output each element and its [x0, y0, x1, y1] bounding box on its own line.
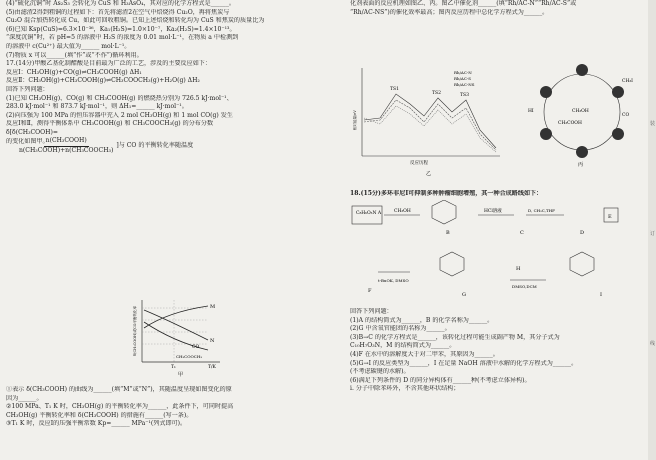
right-bottom-block [350, 308, 650, 394]
text-line: “Rh/AC-NS”)的催化效率最高；图丙反应历程中总化学方程式为______。 [350, 8, 549, 16]
y-axis-label: δ(CH₃COOH)或CO平衡转化率 [133, 306, 137, 356]
text-line: (1)已知 CH₃OH(g)、CO(g) 和 CH₃COOH(g) 的燃烧热分别为 726.5 kJ·mol⁻¹、 [6, 94, 233, 102]
compound-c: C [520, 230, 524, 236]
text-line: (2)G 中含氧官能团的名称为______。 [350, 325, 451, 333]
right-top-block [350, 0, 650, 17]
right-column [350, 0, 650, 393]
text-line: 的溶液中 c(Cu²⁺) 最大值为______ mol·L⁻¹。 [6, 42, 131, 50]
fraction [19, 137, 113, 155]
caption-bing: 丙 [578, 162, 584, 168]
text-line: 回答下列问题： [350, 308, 393, 315]
text-line: 17.(14分)甲酸乙基化制醋酸是目前最为广泛的工艺，涉及的主要反应如下： [6, 60, 212, 68]
figure-bing [518, 52, 646, 180]
fraction-tail: ]与 CO 的平衡转化率随温度 [116, 141, 194, 149]
x-axis-label: T/K [208, 365, 216, 370]
compound-h: H [516, 266, 521, 272]
label-t1: T₁ [171, 365, 176, 370]
text-line: 283.0 kJ·mol⁻¹ 和 873.7 kJ·mol⁻¹，则 ΔH₁=______ kJ·mol⁻¹。 [6, 103, 188, 111]
side-label-2: 订 [649, 231, 655, 237]
reagent-3: D, CH₃C,THF [528, 208, 555, 213]
x-label-yi: 反应历程 [410, 161, 428, 166]
fraction-denominator: n(CH₃COOH)+n(CH₃COOCH₃) [19, 146, 114, 154]
text-line: (4)“硫化沉铜”时 As₂S₃ 会转化为 CuS 和 H₃AsO₄，其对应的化学方程式是______。 [6, 0, 235, 7]
reagent-4: t-BuOK, DMSO [378, 278, 409, 283]
label-ester: CH₃COOCH₃ [176, 354, 202, 359]
compound-i: I [600, 292, 602, 298]
text-line: C₁₀H₇O₃N，M 的结构简式为______。 [350, 342, 456, 350]
text-line: 反应Ⅱ：CH₃OH(g)+CH₃COOH(g)⇌CH₃COOCH₃(g)+H₂O(g) ΔH₂ [6, 77, 200, 85]
reagent-2: HCl溶液 [484, 209, 502, 214]
text-line: (不考虑碳键的水解)。 [350, 368, 410, 376]
text-line: δ[δ(CH₃COOH)= [6, 128, 58, 136]
reagent-5: DMSO,DCM [512, 284, 537, 289]
text-line: 反应Ⅰ：CH₃OH(g)+CO(g)⇌CH₃COOH(g) ΔH₁ [6, 68, 142, 76]
chart-jia [128, 296, 224, 378]
distribution-fraction [16, 137, 193, 155]
text-line: (5)G→I 的反应类型为______，I 在足量 NaOH 溶液中水解的化学方程式为______。 [350, 359, 578, 367]
curve-co [144, 310, 208, 340]
left-column [6, 0, 344, 428]
side-label-1: 装 [649, 121, 655, 127]
compound-b: B [446, 230, 450, 236]
compound-e: E [608, 214, 612, 220]
fraction-numerator: n(CH₃COOH) [44, 137, 89, 147]
synthesis-scheme [350, 200, 650, 306]
label-n: N [210, 338, 215, 344]
bing-species-5: CO [622, 113, 630, 118]
legend-3: Rh/AC-NS [454, 82, 475, 87]
text-line: 反应Ⅰ和Ⅱ，测得平衡体系中 CH₃COOH(g) 和 CH₃COOCH₃(g) 的分布分数 [6, 120, 214, 128]
text-line: (3)B→C 的化学方程式是______，该转化过程可能生成副产物 M，其分子式为 [350, 333, 560, 341]
caption-jia: 甲 [178, 372, 184, 378]
ts1-label: TS1 [390, 87, 399, 92]
text-line: (7)物质 x 可以______(填“作”或“不作”)循环利用。 [6, 51, 143, 59]
text-line: 的变化如图甲。 [6, 137, 49, 145]
bing-species-3: HI [528, 109, 534, 114]
ts2-label: TS2 [432, 91, 441, 96]
text-line: 因为______。 [6, 394, 43, 402]
text-line: i. 分子中除苯环外，不含其他环状结构； [350, 385, 460, 393]
figure-yi [350, 60, 510, 178]
compound-a: C₈H₆O₃N A [356, 211, 382, 216]
legend-2: Rh/AC-S [454, 76, 471, 81]
ts3-label: TS3 [460, 93, 469, 98]
q18-title: 18.(15分)多环非尼Ⅰ可抑制多种肿瘤细胞增殖，其一种合成路线如下： [350, 190, 543, 197]
text-line: (1)A 的结构简式为______，B 的化学名称为______。 [350, 316, 494, 324]
compound-f: F [368, 288, 372, 294]
text-line: (6)已知 Ksp(CuS)=6.3×10⁻³⁶，Ka₁(H₂S)=1.0×10⁻⁷，Ka₂(H₂S)=1.4×10⁻¹³。 [6, 25, 236, 33]
text-line: (6)满足下列条件的 D 的同分异构体有______种(不考虑立体异构)。 [350, 376, 531, 384]
left-bottom-block [6, 386, 344, 429]
y-label-yi: 相对能量/eV [353, 110, 357, 130]
text-line: ③T₁ K 时，反应Ⅰ的压强平衡常数 Kp=______ MPa⁻¹(列式即可)。 [6, 420, 187, 428]
text-line: ②100 MPa、T₁ K 时，CH₃OH(g) 的平衡转化率为______，此条件下，可同时提高 [6, 403, 234, 411]
text-line: 化剂表面的反应机理如图乙、丙。图乙中催化剂______(填“Rh/AC-N”“Rh/AC-S”或 [350, 0, 577, 7]
text-line: “深度沉铜”时，若 pH=5 的溶液中 H₂S 的浓度为 0.01 mol·L⁻¹，在物质 a 中检测到 [6, 34, 239, 42]
reagent-1: CH₃OH [394, 209, 411, 214]
side-label-3: 线 [649, 341, 655, 347]
bing-species-1: CH₃OH [572, 109, 589, 114]
text-line: 回答下列问题： [6, 85, 49, 93]
text-line: (2)向压强为 100 MPa 的恒压容器中充入 2 mol CH₃OH(g) 和 1 mol CO(g) 发生 [6, 111, 233, 119]
binding-margin [648, 0, 656, 460]
text-line: CH₃OH(g) 平衡转化率和 δ(CH₃COOH) 的措施有______(写一条)。 [6, 411, 193, 419]
compound-g: G [462, 292, 466, 298]
left-text-block [6, 0, 344, 146]
text-line: (5)由滤渣2得到粗铜的过程如下：首先将滤渣2在空气中焙烧得 Cu₂O，再将焦炭与 [6, 8, 230, 16]
compound-d: D [580, 230, 585, 236]
caption-yi: 乙 [426, 171, 432, 177]
text-line: (4)F 在水中的溶解度大于对二甲苯，其原因为______。 [350, 350, 499, 358]
label-co: CO [192, 345, 200, 350]
text-line: Cu₂O 混合加热转化成 Cu，如此可回收粗铜。已知上述焙烧和转化均为 CuS 和焦炭的质量比为 [6, 17, 265, 25]
bing-species-2: CH₃I [622, 79, 633, 84]
text-line: ①表示 δ(CH₃COOH) 的曲线为______(填“M”或“N”)，其随温度呈现如图变化的原 [6, 386, 232, 393]
legend-1: Rh/AC-N [454, 70, 472, 75]
bing-species-4: CH₃COOH [558, 121, 582, 126]
label-m: M [210, 304, 216, 310]
